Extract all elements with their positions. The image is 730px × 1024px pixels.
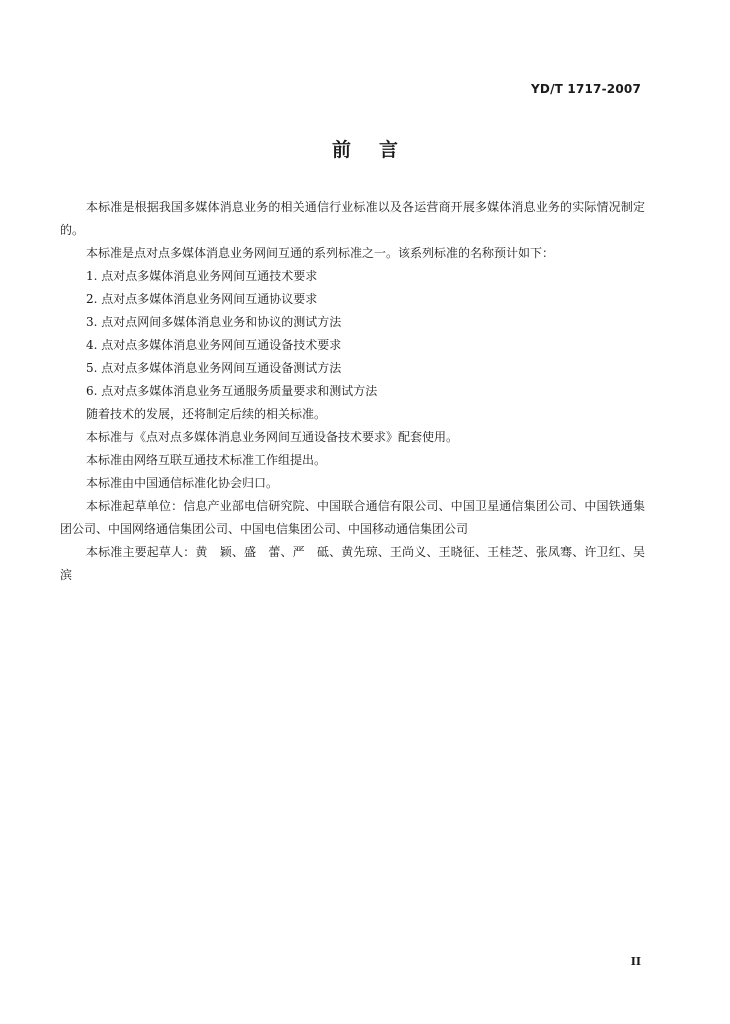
list-item: 4. 点对点多媒体消息业务网间互通设备技术要求 (86, 338, 342, 352)
list-item: 5. 点对点多媒体消息业务网间互通设备测试方法 (86, 361, 342, 375)
list-item: 1. 点对点多媒体消息业务网间互通技术要求 (86, 269, 318, 283)
paragraph-future-standards: 随着技术的发展，还将制定后续的相关标准。 (86, 407, 327, 421)
list-item: 3. 点对点网间多媒体消息业务和协议的测试方法 (86, 315, 342, 329)
paragraph-drafters: 本标准主要起草人：黄 颖、盛 蕾、严 砥、黄先琼、王尚义、王晓征、王桂芝、张凤骞、许卫红、吴 滨 (60, 545, 658, 582)
list-item: 2. 点对点多媒体消息业务网间互通协议要求 (86, 292, 318, 306)
paragraph-proposer: 本标准由网络互联互通技术标准工作组提出。 (86, 453, 327, 467)
page-number: II (630, 955, 641, 968)
paragraph-administrator: 本标准由中国通信标准化协会归口。 (86, 476, 279, 490)
paragraph-purpose: 本标准是根据我国多媒体消息业务的相关通信行业标准以及各运营商开展多媒体消息业务的实际情况制定的。 (60, 200, 645, 237)
list-item: 6. 点对点多媒体消息业务互通服务质量要求和测试方法 (86, 384, 378, 398)
page-title: 前言 (331, 139, 426, 161)
foreword-body (60, 196, 658, 587)
standard-number: YD/T 1717-2007 (531, 82, 641, 96)
paragraph-drafting-units: 本标准起草单位：信息产业部电信研究院、中国联合通信有限公司、中国卫星通信集团公司、中国铁通集团公司、中国网络通信集团公司、中国电信集团公司、中国移动通信集团公司 (60, 499, 645, 536)
paragraph-series-intro: 本标准是点对点多媒体消息业务网间互通的系列标准之一。该系列标准的名称预计如下： (86, 246, 555, 260)
paragraph-companion-standard: 本标准与《点对点多媒体消息业务网间互通设备技术要求》配套使用。 (86, 430, 459, 444)
